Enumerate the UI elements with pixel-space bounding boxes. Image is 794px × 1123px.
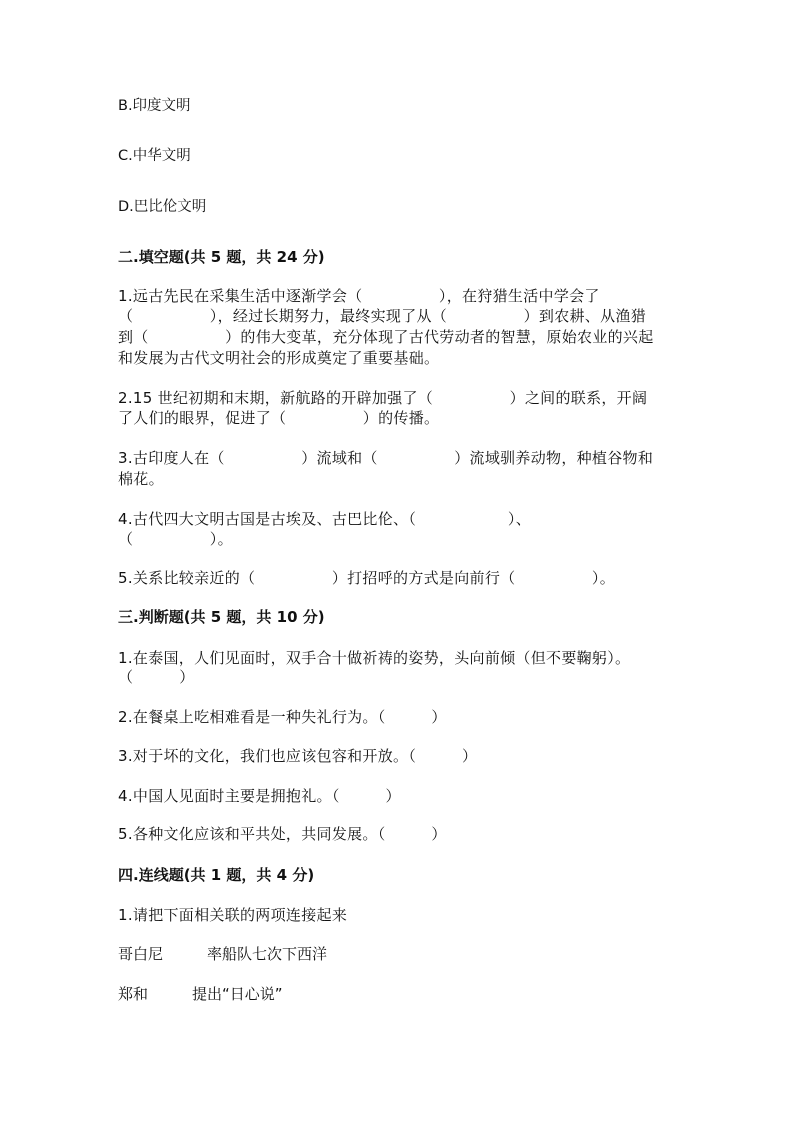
fill-q1-line1: 1.远古先民在采集生活中逐渐学会（ ），在狩猎生活中学会了 bbox=[118, 287, 600, 305]
section4-heading: 四.连线题(共 1 题，共 4 分) bbox=[118, 866, 315, 884]
fill-q1-line3: 到（ ）的伟大变革，充分体现了古代劳动者的智慧，原始农业的兴起 bbox=[118, 328, 654, 346]
fill-q3-line2: 棉花。 bbox=[118, 470, 164, 488]
match-right-1: 率船队七次下西洋 bbox=[207, 945, 328, 963]
option-c: C.中华文明 bbox=[118, 148, 191, 164]
judge-q4: 4.中国人见面时主要是拥抱礼。（ ） bbox=[118, 787, 401, 805]
judge-q2: 2.在餐桌上吃相难看是一种失礼行为。（ ） bbox=[118, 708, 447, 726]
fill-q3-line1: 3.古印度人在（ ）流域和（ ）流域驯养动物，种植谷物和 bbox=[118, 449, 654, 467]
fill-q2-line1: 2.15 世纪初期和末期，新航路的开辟加强了（ ）之间的联系，开阔 bbox=[118, 389, 648, 407]
section2-heading: 二.填空题(共 5 题，共 24 分) bbox=[118, 248, 325, 266]
fill-q1-line2: （ ），经过长期努力，最终实现了从（ ）到农耕、从渔猎 bbox=[118, 307, 647, 325]
fill-q4-line1: 4.古代四大文明古国是古埃及、古巴比伦、（ ）、 bbox=[118, 510, 532, 528]
option-b: B.印度文明 bbox=[118, 98, 191, 114]
judge-q5: 5.各种文化应该和平共处，共同发展。（ ） bbox=[118, 825, 447, 843]
match-q1: 1.请把下面相关联的两项连接起来 bbox=[118, 906, 348, 924]
option-d: D.巴比伦文明 bbox=[118, 199, 207, 215]
match-left-2: 郑和 bbox=[118, 985, 149, 1003]
fill-q5: 5.关系比较亲近的（ ）打招呼的方式是向前行（ ）。 bbox=[118, 569, 616, 587]
match-right-2: 提出“日心说” bbox=[192, 985, 283, 1003]
judge-q3: 3.对于坏的文化，我们也应该包容和开放。（ ） bbox=[118, 747, 478, 765]
fill-q4-line2: （ ）。 bbox=[118, 530, 233, 548]
section3-heading: 三.判断题(共 5 题，共 10 分) bbox=[118, 608, 325, 626]
fill-q1-line4: 和发展为古代文明社会的形成奠定了重要基础。 bbox=[118, 349, 440, 367]
match-left-1: 哥白尼 bbox=[118, 945, 164, 963]
fill-q2-line2: 了人们的眼界，促进了（ ）的传播。 bbox=[118, 409, 440, 427]
judge-q1-line2: （ ） bbox=[118, 668, 195, 686]
judge-q1-line1: 1.在泰国，人们见面时，双手合十做祈祷的姿势，头向前倾（但不要鞠躬）。 bbox=[118, 649, 631, 667]
